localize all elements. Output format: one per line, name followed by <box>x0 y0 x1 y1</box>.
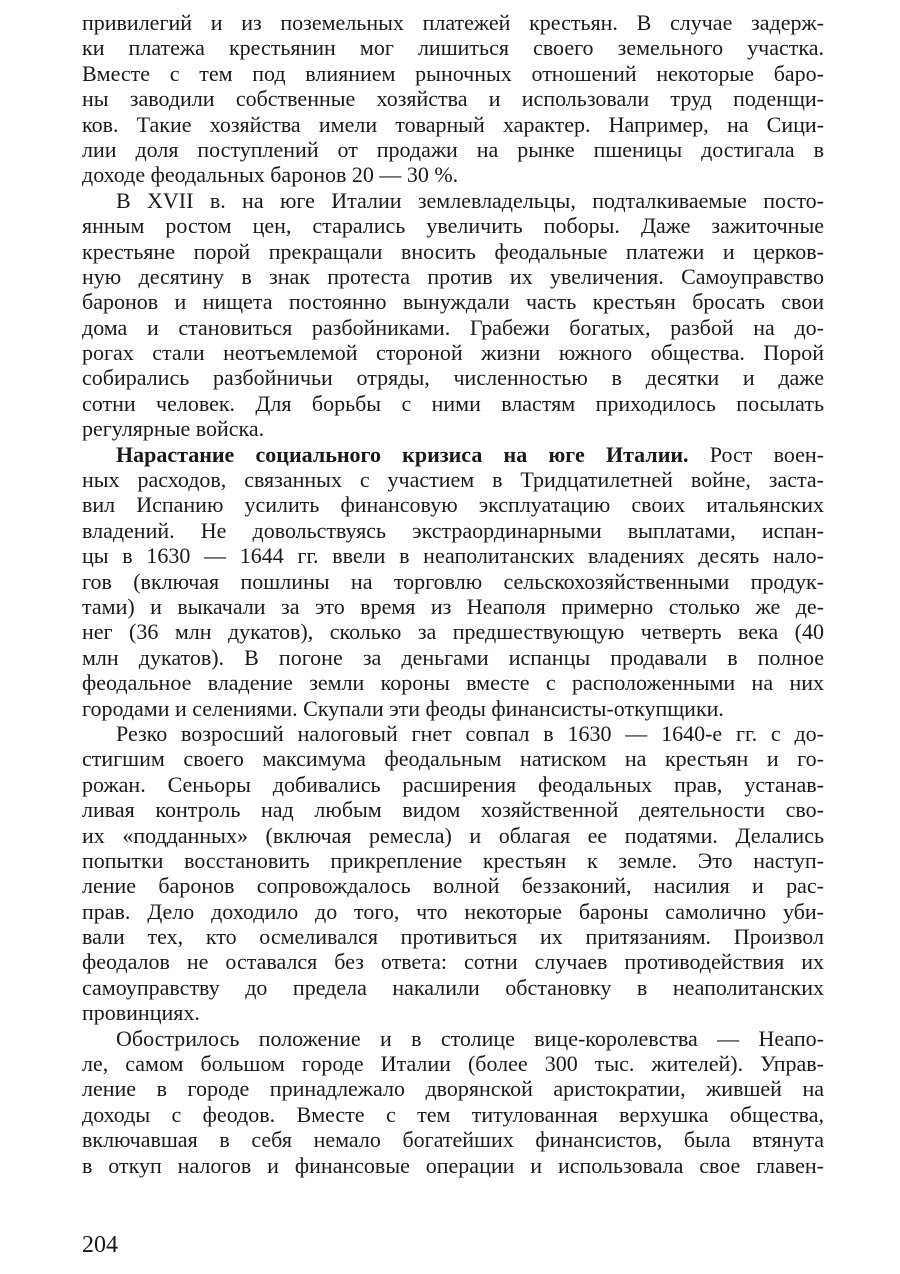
text-line: ле, самом большом городе Италии (более 300 тыс. жителей). Управ- <box>82 1051 824 1077</box>
text-line: собирались разбойничьи отряды, численностью в десятки и даже <box>82 365 824 391</box>
text-line: ление баронов сопровождалось волной беззаконий, насилия и рас- <box>82 873 824 899</box>
text-line: янным ростом цен, старались увеличить поборы. Даже зажиточные <box>82 213 824 239</box>
text-line: включавшая в себя немало богатейших финансистов, была втянута <box>82 1127 824 1153</box>
text-line: доходе феодальных баронов 20 — 30 %. <box>82 162 459 188</box>
text-line: рогах стали неотъемлемой стороной жизни южного общества. Порой <box>82 340 824 366</box>
text-line: ков. Такие хозяйства имели товарный характер. Например, на Сици- <box>82 111 824 137</box>
text-line: баронов и нищета постоянно вынуждали часть крестьян бросать свои <box>82 289 824 315</box>
text-line: тами) и выкачали за это время из Неаполя примерно столько же де- <box>82 593 824 619</box>
text-line <box>82 442 824 467</box>
text-line: стигшим своего максимума феодальным натиском на крестьян и го- <box>82 746 824 772</box>
paragraph-1 <box>82 10 824 188</box>
text-line: вил Испанию усилить финансовую эксплуатацию своих итальянских <box>82 492 824 518</box>
text-line: их «подданных» (включая ремесла) и облагая ее податями. Делались <box>82 822 824 848</box>
paragraph-3 <box>82 442 824 721</box>
text-line: прав. Дело доходило до того, что некоторые бароны самолично уби- <box>82 898 824 924</box>
text-line: доходы с феодов. Вместе с тем титулованная верхушка общества, <box>82 1101 824 1127</box>
text-line: В XVII в. на юге Италии землевладельцы, подталкиваемые посто- <box>116 187 824 213</box>
text-line: сотни человек. Для борьбы с ними властям приходилось посылать <box>82 390 824 416</box>
text-line: феодальное владение земли короны вместе с расположенными на них <box>82 670 824 696</box>
text-line: млн дукатов). В погоне за деньгами испанцы продавали в полное <box>82 644 824 670</box>
text-line: Обострилось положение и в столице вице-королевства — Неапо- <box>116 1025 824 1051</box>
text-line: феодалов не оставался без ответа: сотни случаев противодействия их <box>82 949 824 975</box>
text-line: самоуправству до предела накалили обстановку в неаполитанских <box>82 974 824 1000</box>
paragraph-4 <box>82 721 824 1026</box>
text-line: цы в 1630 — 1644 гг. ввели в неаполитанских владениях десять нало- <box>82 543 824 569</box>
text-line: привилегий и из поземельных платежей крестьян. В случае задерж- <box>82 10 824 35</box>
text-line: городами и селениями. Скупали эти феоды финансисты-откупщики. <box>82 695 724 721</box>
page-number: 204 <box>82 1232 118 1258</box>
text-line: ную десятину в знак протеста против их увеличения. Самоуправство <box>82 263 824 289</box>
text-line: в откуп налогов и финансовые операции и использовала свое главен- <box>82 1152 824 1178</box>
text-line: владений. Не довольствуясь экстраординарными выплатами, испан- <box>82 517 824 543</box>
text-line: Резко возросший налоговый гнет совпал в 1630 — 1640-е гг. с до- <box>116 720 824 746</box>
heading-line-rest: Рост воен- <box>688 441 824 467</box>
text-line: дома и становиться разбойниками. Грабежи богатых, разбой на до- <box>82 314 824 340</box>
text-line: рожан. Сеньоры добивались расширения феодальных прав, устанав- <box>82 771 824 797</box>
text-line: попытки восстановить прикрепление крестьян к земле. Это наступ- <box>82 847 824 873</box>
text-line: гов (включая пошлины на торговлю сельскохозяйственными продук- <box>82 568 824 594</box>
text-line: регулярные войска. <box>82 416 265 442</box>
page-text <box>82 10 824 1178</box>
text-line: крестьяне порой прекращали вносить феодальные платежи и церков- <box>82 238 824 264</box>
text-line: ление в городе принадлежало дворянской аристократии, жившей на <box>82 1076 824 1102</box>
text-line: ливая контроль над любым видом хозяйственной деятельности сво- <box>82 797 824 823</box>
paragraph-2 <box>82 188 824 442</box>
text-line: лии доля поступлений от продажи на рынке пшеницы достигала в <box>82 136 824 162</box>
text-line: Вместе с тем под влиянием рыночных отношений некоторые баро- <box>82 60 824 86</box>
paragraph-5 <box>82 1026 824 1178</box>
text-line: ных расходов, связанных с участием в Тридцатилетней войне, заста- <box>82 467 824 493</box>
text-line: провинциях. <box>82 1000 200 1026</box>
text-line: нег (36 млн дукатов), сколько за предшествующую четверть века (40 <box>82 619 824 645</box>
text-line: вали тех, кто осмеливался противиться их притязаниям. Произвол <box>82 924 824 950</box>
section-heading: Нарастание социального кризиса на юге Италии. <box>116 441 689 467</box>
text-line: ки платежа крестьянин мог лишиться своего земельного участка. <box>82 35 824 61</box>
text-line: ны заводили собственные хозяйства и использовали труд поденщи- <box>82 86 824 112</box>
